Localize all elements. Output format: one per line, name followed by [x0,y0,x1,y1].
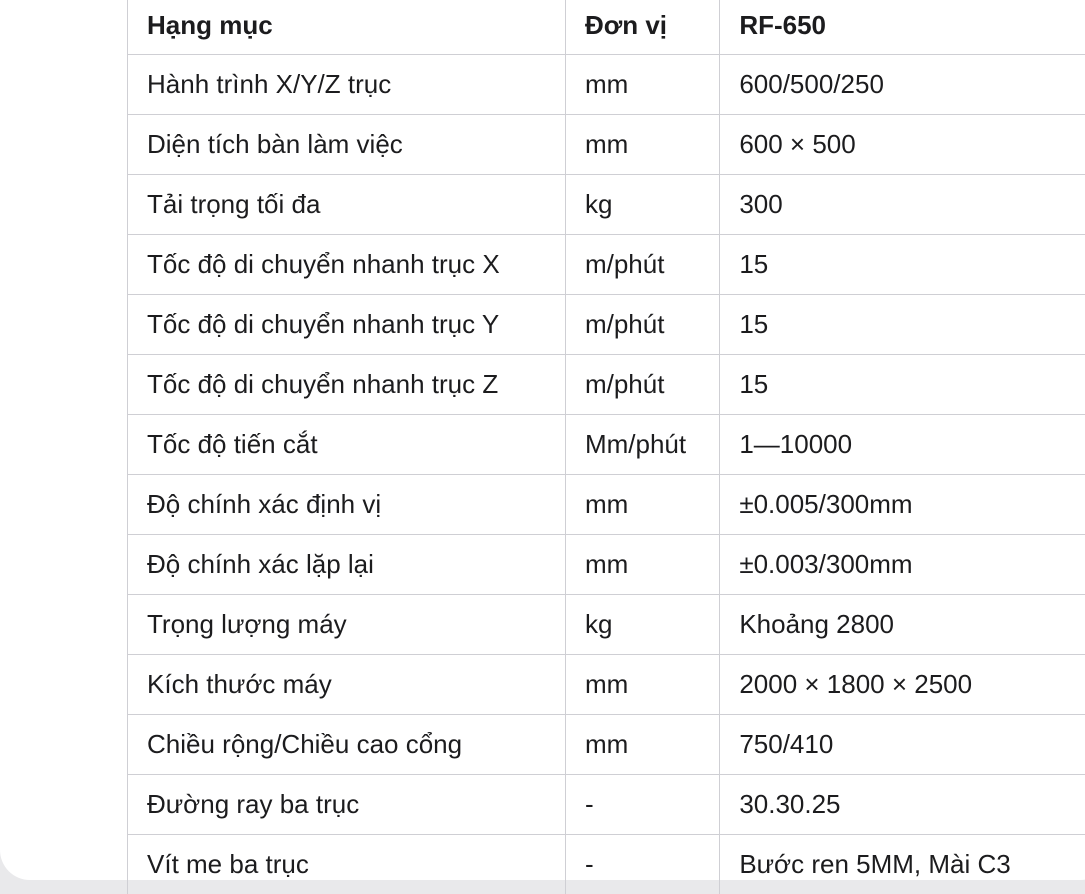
cell-unit: mm [565,55,719,115]
cell-unit: mm [565,115,719,175]
cell-value: ±0.003/300mm [720,535,1085,595]
cell-value: ±0.005/300mm [720,475,1085,535]
cell-unit: mm [565,475,719,535]
table-row [128,295,1085,355]
cell-unit: Mm/phút [565,415,719,475]
cell-unit: mm [565,715,719,775]
spec-table [127,0,1085,894]
cell-item: Trọng lượng máy [128,595,566,655]
cell-unit: mm [565,655,719,715]
cell-item: Chiều rộng/Chiều cao cổng [128,715,566,775]
cell-value: Bước ren 5MM, Mài C3 [720,835,1085,894]
cell-item: Đường ray ba trục [128,775,566,835]
cell-unit: kg [565,595,719,655]
header-model: RF-650 [720,0,1085,55]
table-row [128,235,1085,295]
cell-value: 15 [720,355,1085,415]
table-row [128,715,1085,775]
cell-unit: mm [565,535,719,595]
cell-value: 600/500/250 [720,55,1085,115]
cell-value: 300 [720,175,1085,235]
cell-value: 1—10000 [720,415,1085,475]
cell-value: 15 [720,295,1085,355]
cell-item: Độ chính xác định vị [128,475,566,535]
cell-unit: - [565,775,719,835]
cell-value: 750/410 [720,715,1085,775]
cell-item: Tải trọng tối đa [128,175,566,235]
cell-item: Tốc độ di chuyển nhanh trục X [128,235,566,295]
cell-item: Tốc độ di chuyển nhanh trục Z [128,355,566,415]
table-row [128,835,1085,894]
cell-unit: kg [565,175,719,235]
cell-unit: - [565,835,719,894]
cell-item: Diện tích bàn làm việc [128,115,566,175]
cell-item: Tốc độ tiến cắt [128,415,566,475]
table-row [128,115,1085,175]
table-row [128,775,1085,835]
cell-value: 600 × 500 [720,115,1085,175]
table-row [128,595,1085,655]
table-row [128,175,1085,235]
table-row [128,55,1085,115]
cell-item: Tốc độ di chuyển nhanh trục Y [128,295,566,355]
cell-item: Kích thước máy [128,655,566,715]
table-row [128,475,1085,535]
cell-value: 15 [720,235,1085,295]
table-header-row [128,0,1085,55]
table-row [128,655,1085,715]
table-row [128,415,1085,475]
header-unit: Đơn vị [565,0,719,55]
cell-unit: m/phút [565,355,719,415]
table-row [128,535,1085,595]
cell-unit: m/phút [565,295,719,355]
cell-item: Vít me ba trục [128,835,566,894]
cell-item: Độ chính xác lặp lại [128,535,566,595]
table-row [128,355,1085,415]
cell-unit: m/phút [565,235,719,295]
cell-value: Khoảng 2800 [720,595,1085,655]
cell-value: 2000 × 1800 × 2500 [720,655,1085,715]
cell-value: 30.30.25 [720,775,1085,835]
cell-item: Hành trình X/Y/Z trục [128,55,566,115]
header-item: Hạng mục [128,0,566,55]
